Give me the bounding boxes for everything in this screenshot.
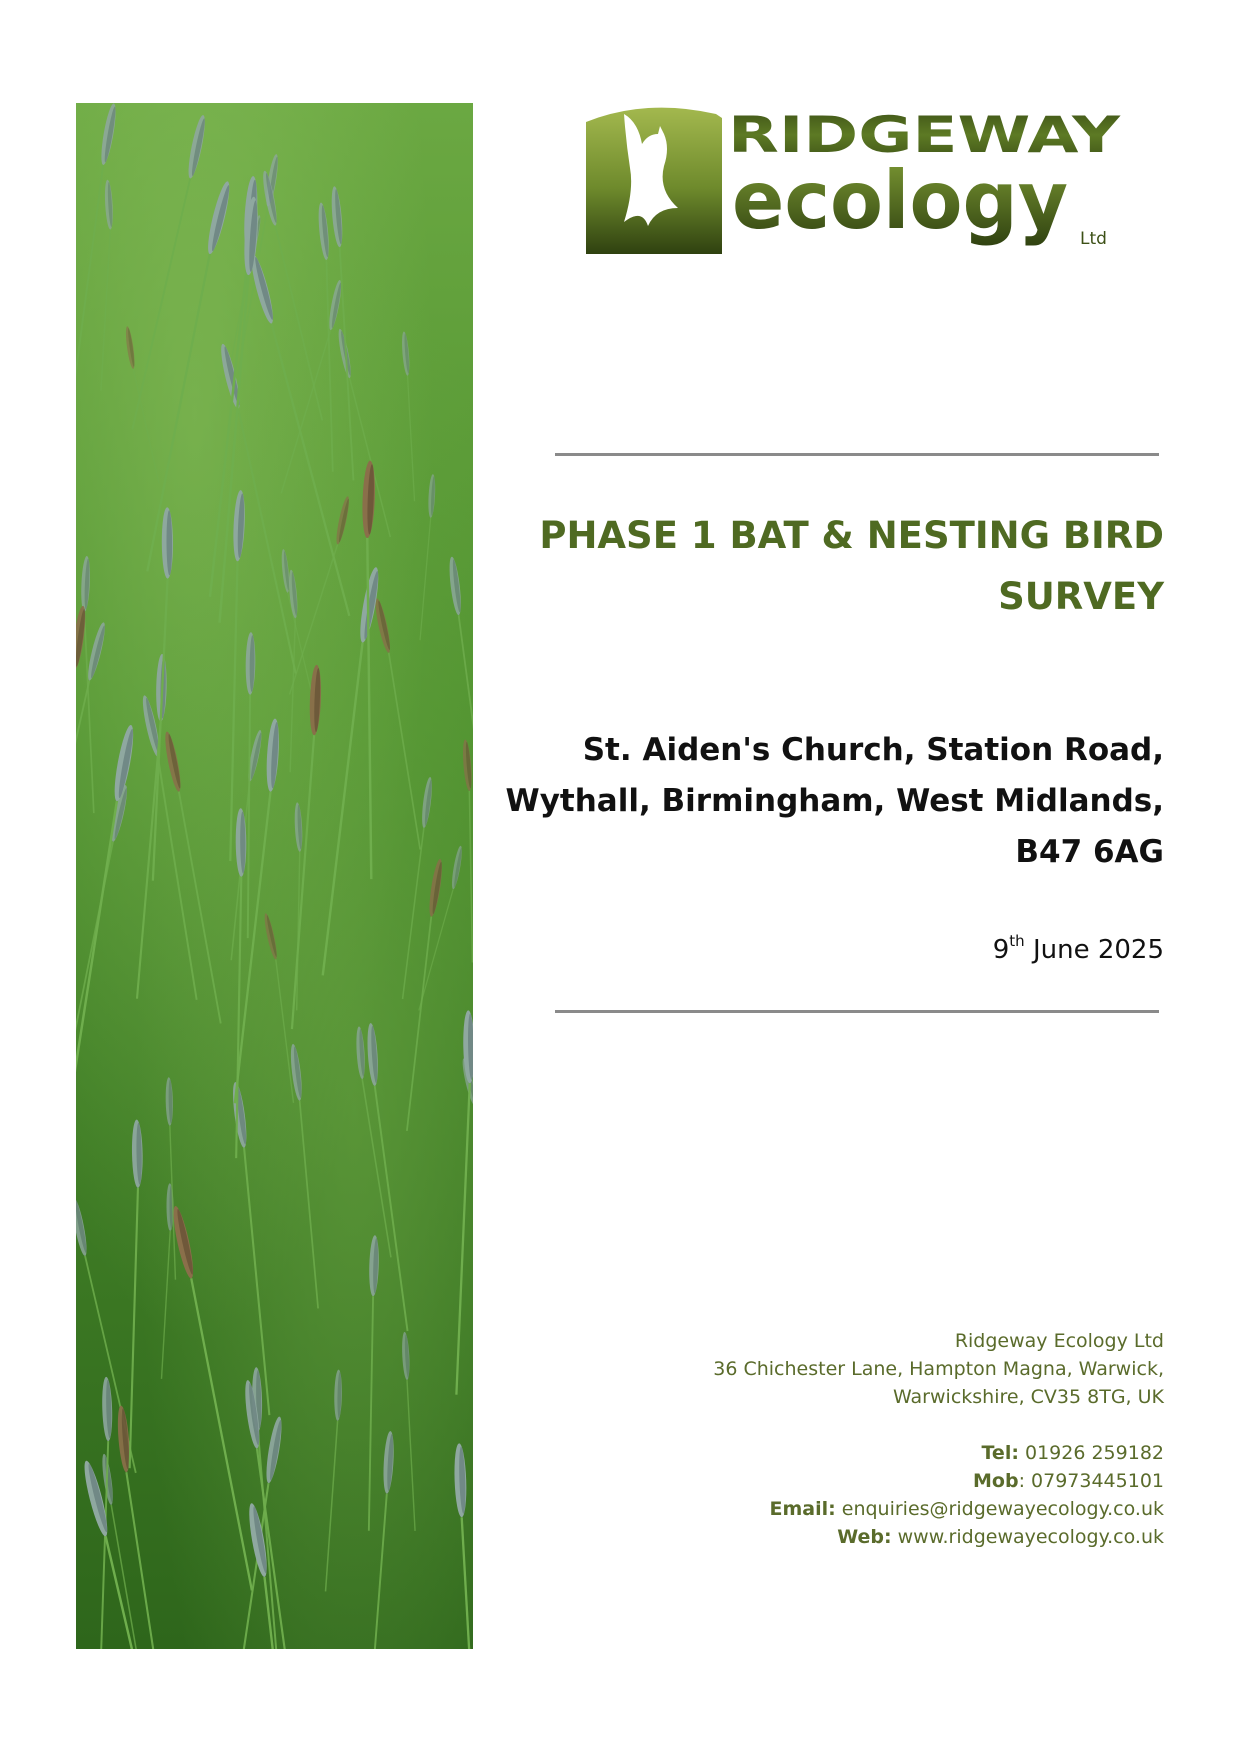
contact-block — [604, 1327, 1164, 1551]
date-month-year: June 2025 — [1032, 935, 1164, 965]
site-address-line-2: Wythall, Birmingham, West Midlands, — [505, 783, 1164, 819]
site-address — [464, 725, 1164, 878]
logo-ltd-suffix: Ltd — [1080, 229, 1107, 249]
logo-name-bottom: ecology — [732, 154, 1068, 247]
report-date — [993, 930, 1164, 970]
website-link[interactable]: www.ridgewayecology.co.uk — [897, 1526, 1164, 1548]
company-name: Ridgeway Ecology Ltd — [954, 1330, 1164, 1352]
report-title-line-2: SURVEY — [998, 575, 1164, 618]
company-address-line-2: Warwickshire, CV35 8TG, UK — [892, 1386, 1164, 1408]
ridgeway-ecology-logo — [586, 104, 1126, 254]
mobile-label: Mob — [973, 1470, 1019, 1492]
logo-graphic — [586, 104, 1126, 254]
bottom-divider — [555, 1010, 1159, 1013]
telephone-label: Tel: — [981, 1442, 1019, 1464]
logo-name-top: RIDGEWAY — [728, 106, 1122, 164]
site-address-line-3: B47 6AG — [1015, 834, 1164, 870]
cover-grass-photo — [76, 103, 473, 1649]
mobile-line — [604, 1467, 1164, 1495]
company-address-line-1: 36 Chichester Lane, Hampton Magna, Warwick, — [713, 1358, 1164, 1380]
email-line — [604, 1495, 1164, 1523]
grass-illustration — [76, 103, 473, 1649]
top-divider — [555, 453, 1159, 456]
site-address-line-1: St. Aiden's Church, Station Road, — [582, 732, 1164, 768]
date-day: 9 — [992, 935, 1010, 965]
mobile-value[interactable]: : 07973445101 — [1018, 1470, 1164, 1492]
report-title-line-1: PHASE 1 BAT & NESTING BIRD — [539, 514, 1164, 557]
contact-spacer — [604, 1411, 1164, 1439]
report-title — [524, 505, 1164, 627]
telephone-value[interactable]: 01926 259182 — [1024, 1442, 1164, 1464]
website-line — [604, 1523, 1164, 1551]
website-label: Web: — [837, 1526, 892, 1548]
email-link[interactable]: enquiries@ridgewayecology.co.uk — [841, 1498, 1164, 1520]
telephone-line — [604, 1439, 1164, 1467]
email-label: Email: — [769, 1498, 836, 1520]
date-ordinal: th — [1009, 932, 1025, 951]
